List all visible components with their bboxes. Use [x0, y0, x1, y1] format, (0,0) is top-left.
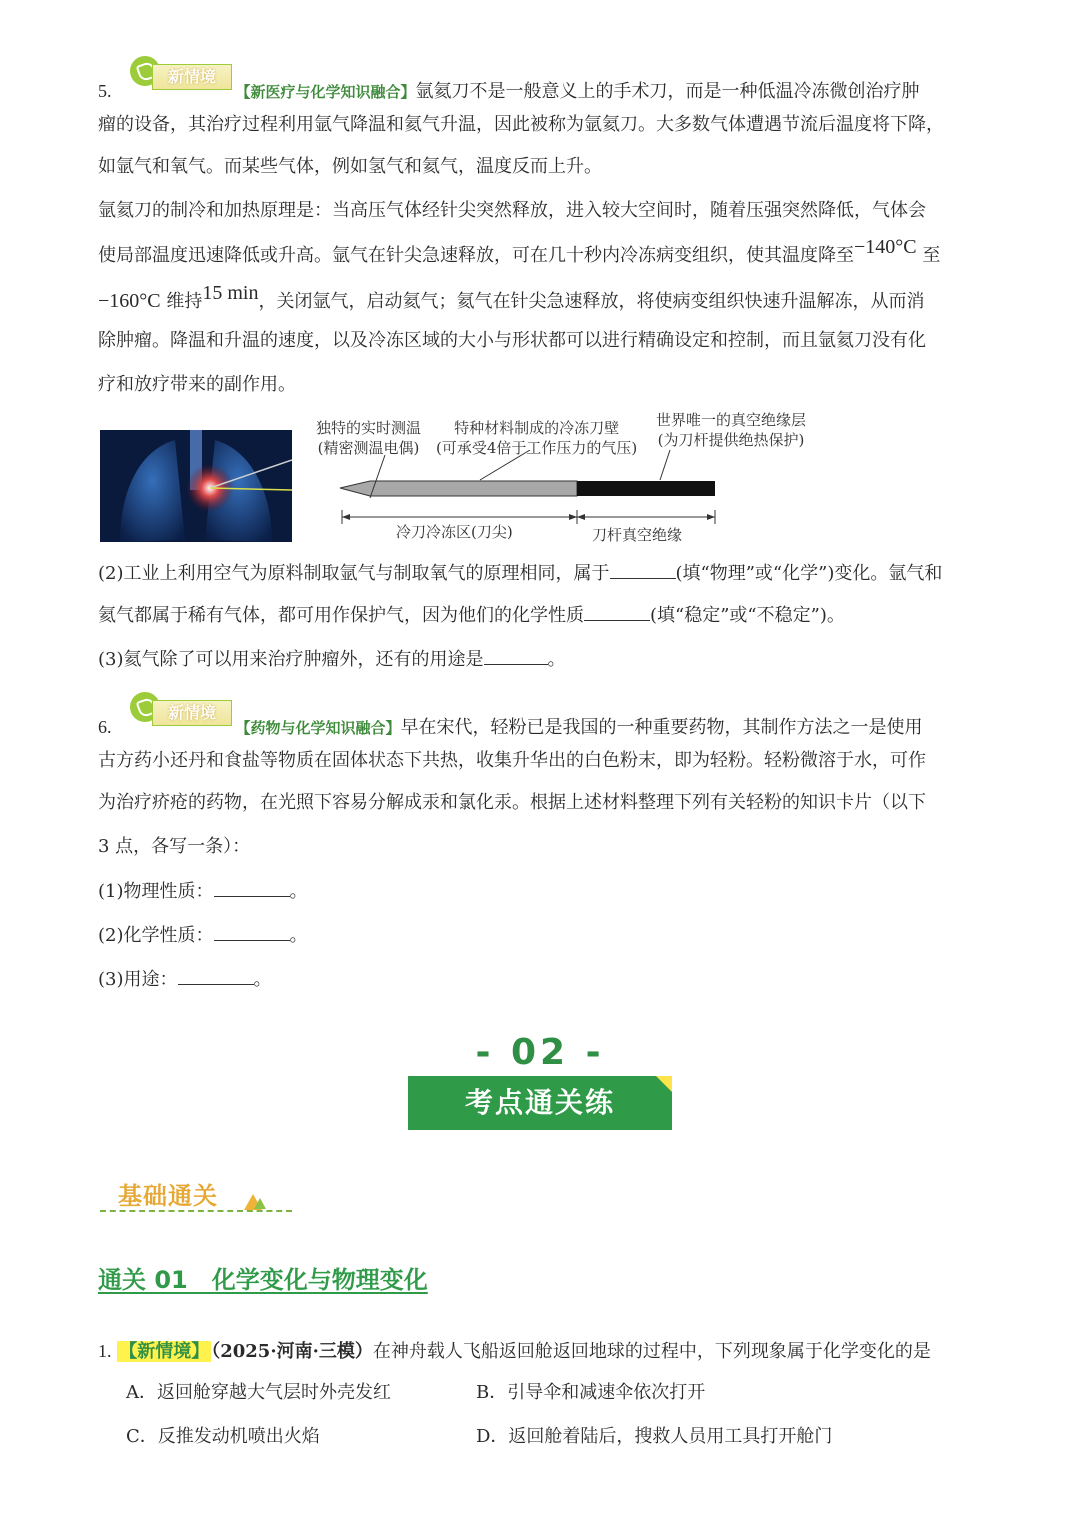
q6-sub2-label: (2)化学性质： [98, 925, 214, 946]
q5-sub2-text-b: (填“物理”或“化学”)变化。氩气和 [675, 563, 943, 584]
knife-diagram [330, 450, 730, 530]
q6-sub2-blank[interactable] [214, 924, 290, 941]
q1-stem [98, 1340, 931, 1363]
temp-to: 至 [922, 245, 941, 266]
badge-label-2: 新情境 [152, 700, 232, 726]
q1-option-a[interactable]: A．返回舱穿越大气层时外壳发红 [126, 1382, 391, 1403]
badge-label: 新情境 [152, 64, 232, 90]
q1-source: （2025·河南·三模） [211, 1341, 373, 1362]
q6-sub3-period: 。 [253, 969, 272, 990]
q6-sub1-blank[interactable] [214, 880, 290, 897]
q5-number: 5. [98, 81, 112, 101]
q6-line-1 [98, 716, 923, 739]
topic-heading: 通关 01 化学变化与物理变化 [98, 1266, 428, 1294]
section-number: - 02 - [475, 1032, 605, 1073]
q6-line-4: 3 点，各写一条）： [98, 836, 251, 857]
label-vacuum [656, 410, 806, 450]
label-vacuum-title: 世界唯一的真空绝缘层 [656, 411, 807, 429]
q6-sub2 [98, 924, 308, 947]
q5-sub2-line1 [98, 562, 942, 585]
q5-line-2: 瘤的设备，其治疗过程利用氩气降温和氦气升温，因此被称为氩氦刀。大多数气体遭遇节流后温度将下降， [98, 114, 944, 135]
q5-line-8: 疗和放疗带来的副作用。 [98, 374, 296, 395]
q5-sub3-line [98, 648, 566, 671]
q1-option-c[interactable]: C．反推发动机喷出火焰 [126, 1426, 320, 1447]
q6-sub3 [98, 968, 272, 991]
q6-line-2: 古方药小还丹和食盐等物质在固体状态下共热，收集升华出的白色粉末，即为轻粉。轻粉微溶于水，可作 [98, 750, 926, 771]
q5-sub2-text-d: (填“稳定”或“不稳定”)。 [650, 605, 845, 626]
q6-sub3-blank[interactable] [178, 968, 254, 985]
q1-stem-text: 在神舟载人飞船返回舱返回地球的过程中，下列现象属于化学变化的是 [372, 1341, 931, 1362]
q6-line-3: 为治疗疥疮的药物，在光照下容易分解成汞和氯化汞。根据上述材料整理下列有关轻粉的知识卡片（以下 [98, 792, 926, 813]
label-thermometer-sub: (精密测温电偶) [317, 439, 420, 457]
basic-pass-title: 基础通关 [118, 1182, 218, 1210]
q6-sub2-period: 。 [289, 925, 308, 946]
q6-text-1: 早在宋代，轻粉已是我国的一种重要药物，其制作方法之一是使用 [400, 717, 923, 738]
duration: 15 min [202, 282, 259, 304]
temp-low: −160°C [98, 290, 161, 312]
q1-tag: 【新情境】 [119, 1341, 210, 1362]
q1-option-d[interactable]: D．返回舱着陆后，搜救人员用工具打开舱门 [476, 1426, 833, 1447]
q5-text-6a: 维持 [166, 291, 203, 312]
q5-sub3-period: 。 [547, 649, 566, 670]
q5-line-1 [98, 80, 920, 103]
q5-line-6 [98, 282, 925, 313]
q6-number: 6. [98, 717, 112, 737]
q5-tag: 【新医疗与化学知识融合】 [235, 83, 416, 101]
q5-text-5: 使局部温度迅速降低或升高。氩气在针尖急速释放，可在几十秒内冷冻病变组织，使其温度降至 [98, 245, 854, 266]
q6-sub1-label: (1)物理性质： [98, 881, 214, 902]
label-thermometer-title: 独特的实时测温 [316, 419, 422, 437]
q5-sub2-line2 [98, 604, 845, 627]
q6-sub1 [98, 880, 308, 903]
q5-sub2-blank-2[interactable] [584, 604, 650, 621]
q5-text-6b: ，关闭氩气，启动氦气；氦气在针尖急速释放，将使病变组织快速升温解冻，从而消 [258, 291, 925, 312]
section-banner: 考点通关练 [408, 1076, 672, 1130]
label-wall-sub: (可承受4倍于工作压力的气压) [436, 439, 638, 457]
q5-line-7: 除肿瘤。降温和升温的速度，以及冷冻区域的大小与形状都可以进行精确设定和控制，而且氩氦刀没有化 [98, 330, 926, 351]
lung-image [100, 430, 292, 542]
label-insulation: 刀杆真空绝缘 [592, 526, 683, 544]
q1-option-b[interactable]: B．引导伞和减速伞依次打开 [476, 1382, 706, 1403]
temp-high: −140°C [854, 236, 917, 258]
q5-sub2-blank-1[interactable] [610, 562, 676, 579]
q6-sub3-label: (3)用途： [98, 969, 178, 990]
q5-sub3-text: (3)氦气除了可以用来治疗肿瘤外，还有的用途是 [98, 649, 484, 670]
basic-pass-divider [100, 1210, 292, 1212]
q5-sub2-text-c: 氦气都属于稀有气体，都可用作保护气，因为他们的化学性质 [98, 605, 584, 626]
q6-sub1-period: 。 [289, 881, 308, 902]
q5-line-4: 氩氦刀的制冷和加热原理是：当高压气体经针尖突然释放，进入较大空间时，随着压强突然降低，气体会 [98, 200, 926, 221]
q5-line-5 [98, 236, 941, 267]
q6-tag: 【药物与化学知识融合】 [235, 719, 401, 737]
q5-text-1: 氩氦刀不是一般意义上的手术刀，而是一种低温冷冻微创治疗肿 [415, 81, 920, 102]
q5-line-3: 如氩气和氧气。而某些气体，例如氢气和氦气，温度反而上升。 [98, 156, 602, 177]
mountain-icon-2 [254, 1198, 266, 1209]
q5-sub2-text-a: (2)工业上利用空气为原料制取氩气与制取氧气的原理相同，属于 [98, 563, 610, 584]
label-vacuum-sub: (为刀杆提供绝热保护) [657, 431, 805, 449]
q1-number: 1. [98, 1341, 112, 1361]
q5-sub3-blank[interactable] [484, 648, 548, 665]
label-freeze-zone: 冷刀冷冻区(刀尖) [396, 523, 513, 541]
label-wall-title: 特种材料制成的冷冻刀壁 [454, 419, 620, 437]
